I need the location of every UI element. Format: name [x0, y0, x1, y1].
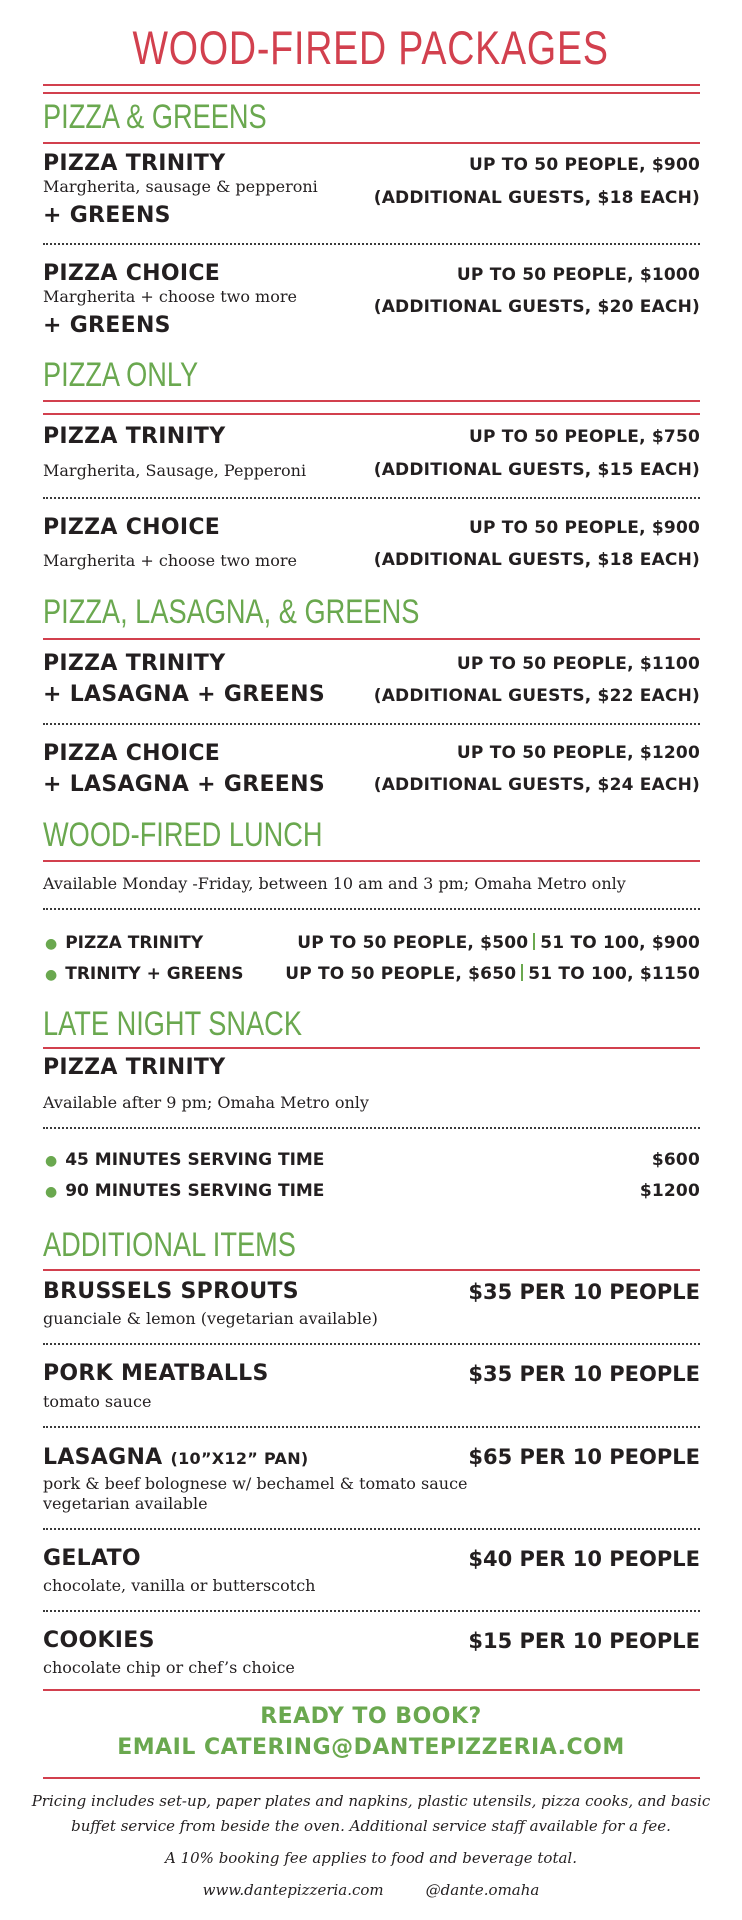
item-name-suffix: (10”X12” PAN) — [170, 1449, 309, 1468]
lunch-row — [45, 933, 203, 953]
late-night-row-name: 90 MINUTES SERVING TIME — [65, 1181, 325, 1201]
item-addon: + LASAGNA + GREENS — [43, 682, 325, 707]
lunch-price-tier-2: 51 TO 100, $900 — [540, 933, 700, 953]
section-divider — [43, 860, 700, 862]
dotted-divider — [43, 1127, 700, 1129]
item-name: BRUSSELS SPROUTS — [43, 1279, 299, 1304]
item-name: PIZZA TRINITY — [43, 1055, 226, 1080]
item-additional-price: (ADDITIONAL GUESTS, $20 EACH) — [373, 297, 700, 317]
item-price: UP TO 50 PEOPLE, $1000 — [456, 265, 700, 285]
bullet-icon: ● — [45, 1184, 58, 1200]
item-name: PIZZA CHOICE — [43, 261, 221, 286]
item-price: $40 PER 10 PEOPLE — [468, 1547, 700, 1571]
price-separator — [533, 933, 535, 950]
item-name: GELATO — [43, 1546, 141, 1571]
item-description-2: vegetarian available — [43, 1494, 208, 1513]
lunch-row-name: PIZZA TRINITY — [65, 933, 204, 953]
section-divider — [43, 142, 700, 144]
section-divider — [43, 1689, 700, 1691]
item-name: PIZZA CHOICE — [43, 741, 221, 766]
item-addon: + LASAGNA + GREENS — [43, 772, 325, 797]
item-name: PIZZA TRINITY — [43, 151, 226, 176]
item-description: Margherita, sausage & pepperoni — [43, 177, 318, 196]
title-divider-top — [43, 84, 700, 86]
section-divider — [43, 638, 700, 640]
section-divider — [43, 413, 700, 415]
item-additional-price: (ADDITIONAL GUESTS, $18 EACH) — [373, 550, 700, 570]
item-price: $35 PER 10 PEOPLE — [468, 1362, 700, 1386]
item-price: UP TO 50 PEOPLE, $750 — [468, 427, 700, 447]
item-addon: + GREENS — [43, 313, 171, 338]
item-price: UP TO 50 PEOPLE, $900 — [468, 518, 700, 538]
item-description: pork & beef bolognese w/ bechamel & tomato sauce — [43, 1474, 468, 1493]
website-link[interactable]: www.dantepizzeria.com — [202, 1881, 384, 1899]
item-additional-price: (ADDITIONAL GUESTS, $15 EACH) — [373, 460, 700, 480]
item-name: PORK MEATBALLS — [43, 1361, 269, 1386]
item-description: chocolate chip or chef’s choice — [43, 1658, 295, 1677]
item-additional-price: (ADDITIONAL GUESTS, $24 EACH) — [373, 775, 700, 795]
dotted-divider — [43, 723, 700, 725]
lunch-row-price — [297, 933, 700, 953]
item-description: Margherita + choose two more — [43, 287, 297, 306]
item-description: guanciale & lemon (vegetarian available) — [43, 1309, 378, 1328]
item-name: PIZZA TRINITY — [43, 424, 226, 449]
item-name-text: LASAGNA — [43, 1445, 163, 1470]
item-price: UP TO 50 PEOPLE, $1200 — [456, 743, 700, 763]
section-heading-pizza-lasagna: PIZZA, LASAGNA, & GREENS — [43, 593, 420, 631]
lunch-price-tier-2: 51 TO 100, $1150 — [528, 964, 700, 984]
item-additional-price: (ADDITIONAL GUESTS, $22 EACH) — [373, 686, 700, 706]
section-divider — [43, 1269, 700, 1271]
footer-links — [30, 1878, 712, 1903]
dotted-divider — [43, 243, 700, 245]
section-divider — [43, 1047, 700, 1049]
late-night-row-price: $600 — [651, 1150, 700, 1170]
dotted-divider — [43, 1528, 700, 1530]
section-heading-pizza-only: PIZZA ONLY — [43, 356, 199, 394]
lunch-row — [45, 964, 244, 984]
page-title: WOOD-FIRED PACKAGES — [132, 21, 610, 74]
dotted-divider — [43, 1426, 700, 1428]
late-night-row-price: $1200 — [639, 1181, 700, 1201]
price-separator — [521, 964, 523, 981]
section-heading-pizza-greens: PIZZA & GREENS — [43, 98, 267, 136]
section-heading-late-night: LATE NIGHT SNACK — [43, 1005, 302, 1043]
late-night-row — [45, 1150, 324, 1170]
bullet-icon: ● — [45, 936, 58, 952]
item-description: tomato sauce — [43, 1392, 152, 1411]
dotted-divider — [43, 1610, 700, 1612]
dotted-divider — [43, 1343, 700, 1345]
lunch-price-tier-1: UP TO 50 PEOPLE, $500 — [297, 933, 529, 953]
late-night-row-name: 45 MINUTES SERVING TIME — [65, 1150, 325, 1170]
lunch-row-name: TRINITY + GREENS — [65, 964, 244, 984]
section-heading-additional: ADDITIONAL ITEMS — [43, 1226, 296, 1264]
item-addon: + GREENS — [43, 203, 171, 228]
late-night-availability: Available after 9 pm; Omaha Metro only — [43, 1093, 369, 1112]
item-description: chocolate, vanilla or butterscotch — [43, 1576, 316, 1595]
item-price: $15 PER 10 PEOPLE — [468, 1629, 700, 1653]
item-description: Margherita, Sausage, Pepperoni — [43, 461, 307, 480]
lunch-price-tier-1: UP TO 50 PEOPLE, $650 — [285, 964, 517, 984]
dotted-divider — [43, 497, 700, 499]
lunch-row-price — [285, 964, 700, 984]
item-price: UP TO 50 PEOPLE, $1100 — [456, 654, 700, 674]
item-price: $65 PER 10 PEOPLE — [468, 1445, 700, 1469]
dotted-divider — [43, 908, 700, 910]
item-price: UP TO 50 PEOPLE, $900 — [468, 155, 700, 175]
lunch-availability: Available Monday -Friday, between 10 am and 3 pm; Omaha Metro only — [43, 874, 626, 893]
item-name: COOKIES — [43, 1628, 155, 1653]
item-additional-price: (ADDITIONAL GUESTS, $18 EACH) — [373, 188, 700, 208]
item-name: PIZZA TRINITY — [43, 651, 226, 676]
late-night-row — [45, 1181, 324, 1201]
title-divider-bottom — [43, 92, 700, 94]
social-handle-link[interactable]: @dante.omaha — [425, 1881, 540, 1899]
section-heading-lunch: WOOD-FIRED LUNCH — [43, 816, 323, 854]
bullet-icon: ● — [45, 1153, 58, 1169]
booking-fee-note: A 10% booking fee applies to food and beverage total. — [164, 1849, 578, 1867]
item-name: PIZZA CHOICE — [43, 515, 221, 540]
booking-prompt: READY TO BOOK? — [260, 1704, 482, 1729]
item-price: $35 PER 10 PEOPLE — [468, 1280, 700, 1304]
section-divider — [43, 400, 700, 402]
booking-email-link[interactable]: EMAIL CATERING@DANTEPIZZERIA.COM — [117, 1735, 625, 1760]
item-name — [43, 1445, 309, 1470]
bullet-icon: ● — [45, 967, 58, 983]
item-description: Margherita + choose two more — [43, 551, 297, 570]
pricing-note: Pricing includes set-up, paper plates and napkins, plastic utensils, pizza cooks, and basic buffet service from beside the oven. Additional service staff available for a fee. — [31, 1792, 711, 1835]
section-divider — [43, 1777, 700, 1779]
